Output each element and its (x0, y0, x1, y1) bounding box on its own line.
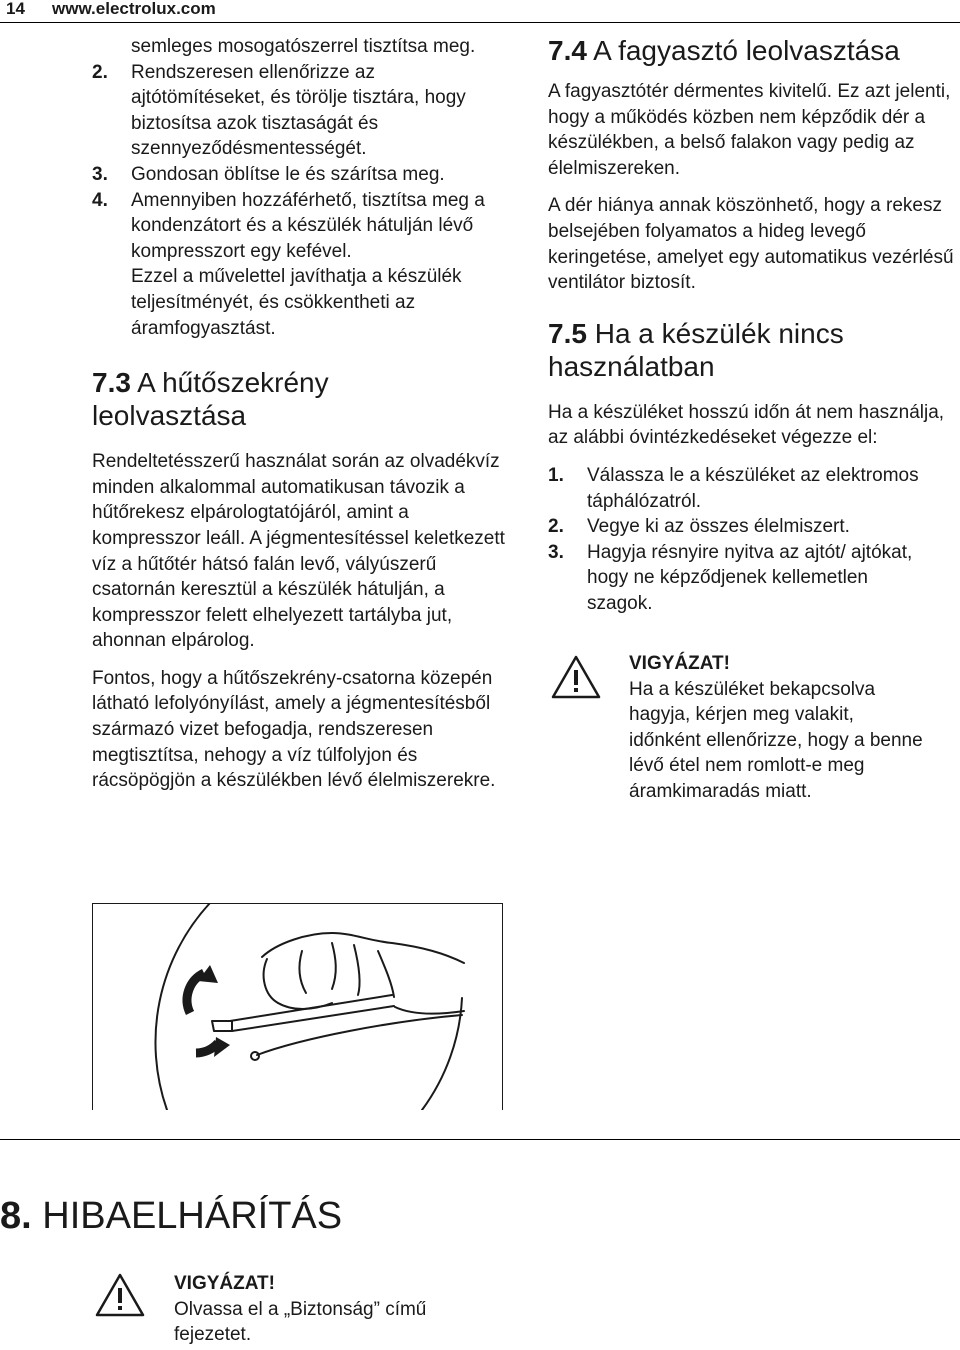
list-item: 2. Vegye ki az összes élelmiszert. (548, 516, 850, 538)
list-item: 4. Amennyiben hozzáférhető, tisztítsa meg a kondenzátort és a készülék hátulján lévő kompresszort egy kefével. (92, 189, 485, 262)
cleaning-steps-list (92, 60, 512, 265)
section-7-3-paragraph-2: Fontos, hogy a hűtőszekrény-csatorna közepén látható lefolyónyílást, amely a jégmentesítésből származó vizet befogadja, rendszeresen megtisztítsa, nehogy a víz túlfolyjon és rácsöpögjön a készülékben lévő élelmiszerekre. (92, 667, 496, 792)
page-header (0, 0, 960, 23)
storage-steps-list (548, 463, 960, 617)
section-heading-7-4: 7.4 A fagyasztó leolvasztása (548, 35, 900, 66)
list-item: 1. Válassza le a készüléket az elektromos táphálózatról. (548, 464, 919, 512)
right-column (548, 34, 960, 617)
warning-triangle-icon (550, 654, 602, 700)
list-item: 3. Gondosan öblítse le és szárítsa meg. (92, 163, 445, 185)
intro-text: semleges mosogatószerrel tisztítsa meg. (131, 36, 476, 57)
warning-title: VIGYÁZAT! (629, 653, 730, 674)
section-7-4-paragraph-1: A fagyasztótér dérmentes kivitelű. Ez azt jelenti, hogy a működés közben nem képződik dér a készülékben, a belső falakon vagy pedig az élelmiszereken. (548, 81, 951, 179)
drain-cleaning-illustration (92, 903, 503, 1110)
section-heading-7-5: 7.5 Ha a készülék nincs használatban (548, 317, 844, 382)
list-item: 2. Rendszeresen ellenőrizze az ajtótömítéseket, és törölje tisztára, hogy biztosítsa azok tisztaságát és szennyeződésmentességét. (92, 61, 466, 160)
chapter-heading: 8. HIBAELHÁRÍTÁS (0, 1195, 343, 1237)
list-item: 3. Hagyja résnyire nyitva az ajtót/ ajtókat, hogy ne képződjenek kellemetlen szagok. (548, 541, 913, 614)
warning-title: VIGYÁZAT! (174, 1273, 275, 1294)
warning-text: Olvassa el a „Biztonság” című fejezetet. (174, 1298, 427, 1346)
list-note: Ezzel a művelettel javíthatja a készülék teljesítményét, és csökkentheti az áramfogyasztást. (131, 266, 462, 339)
left-column (92, 34, 512, 794)
storage-warning (629, 651, 929, 805)
section-7-5-intro: Ha a készüléket hosszú időn át nem használja, az alábbi óvintézkedéseket végezze el: (548, 401, 945, 449)
section-heading-7-3: 7.3 A hűtőszekrény leolvasztása (92, 367, 329, 432)
safety-warning (174, 1271, 454, 1348)
section-7-4-paragraph-2: A dér hiánya annak köszönhető, hogy a rekesz belsejében folyamatos a hideg levegő keringetése, amelyet egy automatikus vezérlésű ventilátor biztosít. (548, 195, 954, 294)
warning-triangle-icon (94, 1272, 146, 1318)
chapter-divider (0, 1139, 960, 1140)
warning-text: Ha a készüléket bekapcsolva hagyja, kérjen meg valakit, időnként ellenőrizze, hogy a benne lévő étel nem romlott-e meg áramkimaradás miatt. (629, 678, 923, 802)
section-7-3-paragraph-1: Rendeltetésszerű használat során az olvadékvíz minden alkalommal automatikusan távozik a hűtőrekesz elpárologtatójáról, amint a kompresszor leáll. A jégmentesítéssel keletkezett víz a hűtőtér hátsó falán levő, vályúszerű csatornán keresztül a készülék hátulján, a kompresszor felett elhelyezett tartályba jut, ahonnan elpárolog. (92, 451, 505, 652)
page-number: 14 (6, 0, 25, 18)
site-url: www.electrolux.com (52, 0, 216, 18)
